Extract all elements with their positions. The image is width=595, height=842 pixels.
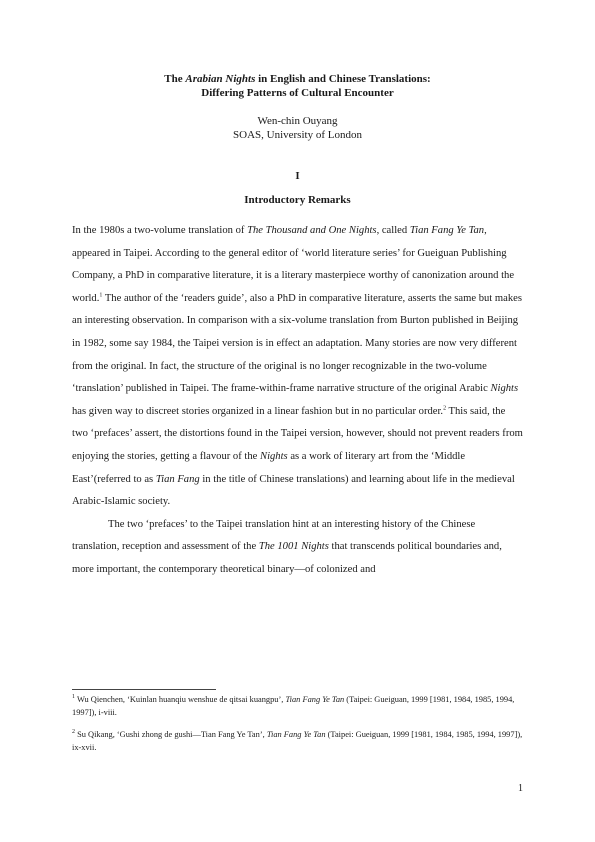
section-title: Introductory Remarks (244, 194, 351, 206)
italic-run: The 1001 Nights (258, 541, 329, 553)
title-line-1 (0, 72, 595, 86)
text-run: (Taipei: Gueiguan, 1999 [1981, 1984, 1985, 1994, 1997]), i-viii. (72, 695, 515, 717)
paragraph-2 (72, 514, 523, 582)
body-text (72, 220, 523, 582)
footnote-2 (72, 729, 523, 754)
italic-run: Tian Fang Ye Tan (409, 225, 485, 236)
footnote-1 (72, 694, 523, 719)
footnote-number: 2 (72, 729, 75, 736)
title-text: in English and Chinese Translations: (255, 73, 431, 85)
text-run: has given way to discreet stories organized in a linear fashion but in no particular order. (72, 405, 444, 417)
text-run: The two ‘prefaces’ to the Taipei translation hint at an interesting history of the Chinese translation, reception and assessment of the (72, 518, 476, 553)
text-run: Su Qikang, ‘Gushi zhong de gushi—Tian Fang Ye Tan’, (75, 730, 267, 739)
footnote-separator (72, 689, 216, 690)
text-run: (Taipei: Gueiguan, 1999 [1981, 1984, 1985, 1994, 1997]), ix-xvii. (72, 730, 523, 752)
paragraph-1 (72, 220, 523, 514)
text-run: The author of the ‘readers guide’, also a PhD in comparative literature, asserts the same but makes an interesting observation. In comparison with a six-volume translation from Burton published in Beijing in 1982, some say 1984, the Taipei version is in effect an adaptation. Many stories are now very different from the original. In fact, the structure of the original is no longer recognizable in the two-volume ‘translation’ published in Taipei. The frame-within-frame narrative structure of the original Arabic (72, 292, 522, 395)
paper-title (0, 72, 595, 100)
section-number: I (295, 170, 300, 182)
title-line-2: Differing Patterns of Cultural Encounter (201, 87, 394, 99)
text-run: in the title of Chinese translations) and learning about life in the medieval Arabic-Islamic society. (72, 473, 515, 508)
author-affiliation: SOAS, University of London (233, 129, 362, 141)
text-run: In the 1980s a two-volume translation of (72, 225, 248, 236)
title-text: The (164, 73, 186, 85)
footnote-number: 1 (72, 694, 75, 701)
italic-run: Nights (490, 383, 519, 395)
text-run: This said, the two ‘prefaces’ assert, the distortions found in the Taipei version, however, should not prevent readers from enjoying the stories, getting a flavour of the (72, 405, 523, 462)
author-name: Wen-chin Ouyang (257, 115, 338, 127)
footnote-ref-1[interactable]: 1 (99, 292, 103, 299)
text-run: Wu Qienchen, ‘Kuinlan huanqiu wenshue de qitsai kuangpu’, (75, 695, 286, 704)
italic-run: Tian Fang Ye Tan (285, 695, 345, 704)
italic-run: Tian Fang Ye Tan (266, 730, 326, 739)
text-run: , appeared in Taipei. According to the general editor of ‘world literature series’ for Gueiguan Publishing Company, a PhD in comparative literature, it is a literary masterpiece worthy of canonization around the world. (72, 225, 515, 304)
text-run: that transcends political boundaries and, more important, the contemporary theoretical binary—of colonized and (72, 541, 502, 575)
text-run: , called (376, 225, 410, 236)
title-italic-text: Arabian Nights (185, 73, 256, 85)
text-run: as a work of literary art from the ‘Middle East’(referred to as (72, 450, 466, 485)
italic-run: Nights (260, 450, 288, 462)
italic-run: The Thousand and One Nights (247, 225, 377, 236)
italic-run: Tian Fang (155, 473, 200, 485)
page-number: 1 (518, 783, 523, 794)
footnote-ref-2[interactable]: 2 (443, 405, 447, 412)
